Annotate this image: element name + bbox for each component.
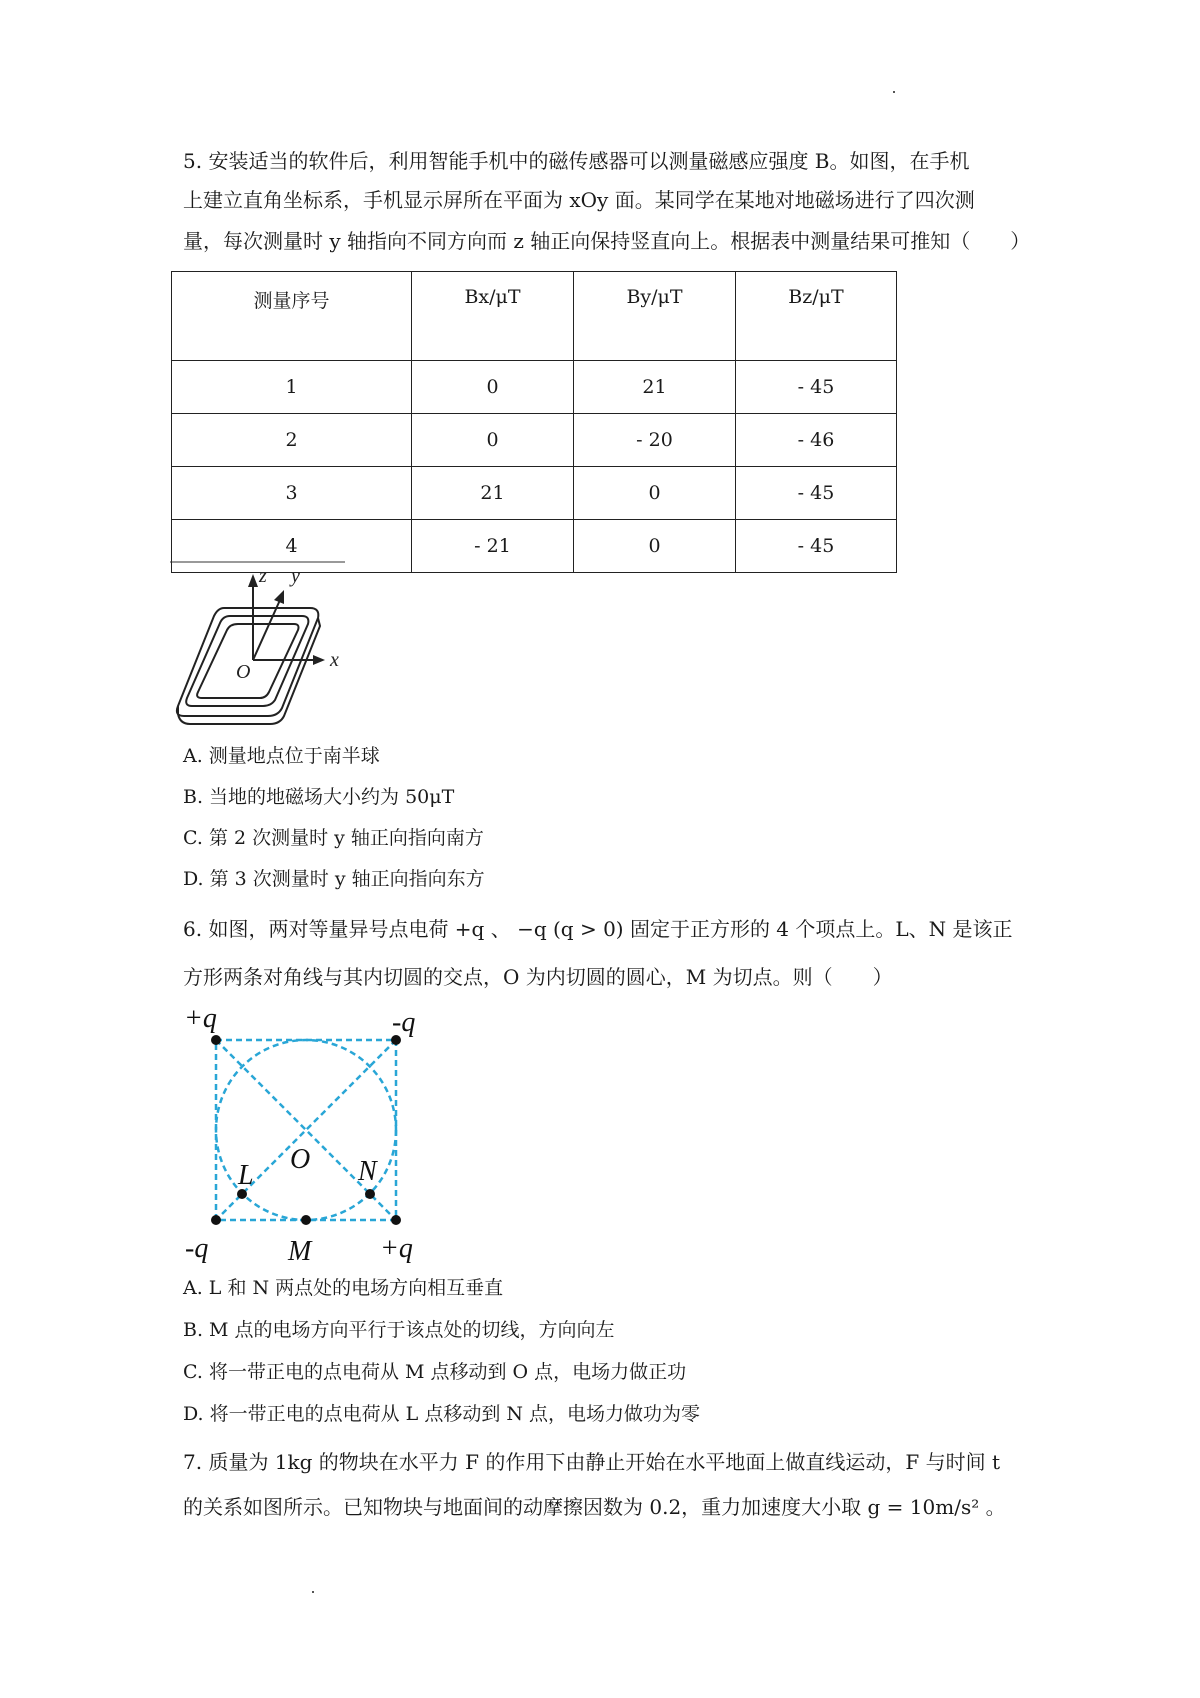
- table-cell: 21: [574, 361, 736, 414]
- measurement-table: [171, 271, 897, 573]
- table-cell: 0: [574, 467, 736, 520]
- charge-label-top-left: +q: [184, 1003, 217, 1034]
- table-cell: - 45: [736, 467, 897, 520]
- point-label-n: N: [358, 1156, 377, 1187]
- axis-label-y: y: [291, 565, 300, 587]
- table-cell: - 46: [736, 414, 897, 467]
- q5-option-c: C. 第 2 次测量时 y 轴正向指向南方: [183, 827, 484, 849]
- point-label-l: L: [238, 1160, 254, 1191]
- charge-label-bottom-left: -q: [185, 1233, 209, 1264]
- q5-option-d: D. 第 3 次测量时 y 轴正向指向东方: [183, 868, 485, 890]
- q6-option-d: D. 将一带正电的点电荷从 L 点移动到 N 点，电场力做功为零: [183, 1403, 701, 1425]
- scan-dot-top: [893, 91, 895, 93]
- table-header: Bx/μT: [412, 272, 574, 361]
- table-header-row: [172, 272, 897, 361]
- square-charges-figure: [180, 1000, 440, 1270]
- q5-line-2: 上建立直角坐标系，手机显示屏所在平面为 xOy 面。某同学在某地对地磁场进行了四次测: [183, 188, 975, 212]
- table-cell: - 45: [736, 361, 897, 414]
- q6-option-a: A. L 和 N 两点处的电场方向相互垂直: [183, 1277, 504, 1299]
- phone-axes-figure: [170, 560, 370, 730]
- table-cell: - 20: [574, 414, 736, 467]
- table-row: [172, 361, 897, 414]
- q6-line-1: 6. 如图，两对等量异号点电荷 +q 、 −q (q > 0) 固定于正方形的 4 个项点上。L、N 是该正: [183, 917, 1013, 941]
- q6-option-c: C. 将一带正电的点电荷从 M 点移动到 O 点，电场力做正功: [183, 1361, 687, 1383]
- q5-option-b: B. 当地的地磁场大小约为 50μT: [183, 786, 455, 808]
- table-row: [172, 467, 897, 520]
- table-cell: 4: [172, 520, 412, 573]
- table-cell: 3: [172, 467, 412, 520]
- table-cell: 0: [412, 414, 574, 467]
- q6-line-2: 方形两条对角线与其内切圆的交点，O 为内切圆的圆心，M 为切点。则（ ）: [183, 965, 893, 989]
- charge-label-bottom-right: +q: [380, 1233, 413, 1264]
- q6-option-b: B. M 点的电场方向平行于该点处的切线，方向向左: [183, 1319, 615, 1341]
- q5-line-1: 5. 安装适当的软件后，利用智能手机中的磁传感器可以测量磁感应强度 B。如图，在手机: [183, 149, 970, 173]
- table-cell: 21: [412, 467, 574, 520]
- table-cell: 1: [172, 361, 412, 414]
- charge-label-top-right: -q: [392, 1007, 416, 1038]
- table-cell: - 21: [412, 520, 574, 573]
- q7-line-1: 7. 质量为 1kg 的物块在水平力 F 的作用下由静止开始在水平地面上做直线运动，F 与时间 t: [183, 1450, 1001, 1474]
- q7-line-2: 的关系如图所示。已知物块与地面间的动摩擦因数为 0.2，重力加速度大小取 g = 10m/s² 。: [183, 1495, 1006, 1519]
- scan-dot-bottom: [312, 1591, 314, 1593]
- point-label-m: M: [288, 1236, 312, 1267]
- table-cell: 0: [574, 520, 736, 573]
- table-header: Bz/μT: [736, 272, 897, 361]
- q5-option-a: A. 测量地点位于南半球: [183, 745, 380, 767]
- table-header: 测量序号: [172, 272, 412, 361]
- table-cell: - 45: [736, 520, 897, 573]
- table-cell: 0: [412, 361, 574, 414]
- axis-label-x: x: [330, 649, 339, 671]
- axis-label-z: z: [259, 565, 267, 587]
- q5-line-3: 量，每次测量时 y 轴指向不同方向而 z 轴正向保持竖直向上。根据表中测量结果可推知（ ）: [183, 229, 1031, 253]
- point-label-o: O: [290, 1144, 311, 1175]
- origin-label-o: O: [236, 661, 251, 683]
- table-row: [172, 414, 897, 467]
- table-header: By/μT: [574, 272, 736, 361]
- table-cell: 2: [172, 414, 412, 467]
